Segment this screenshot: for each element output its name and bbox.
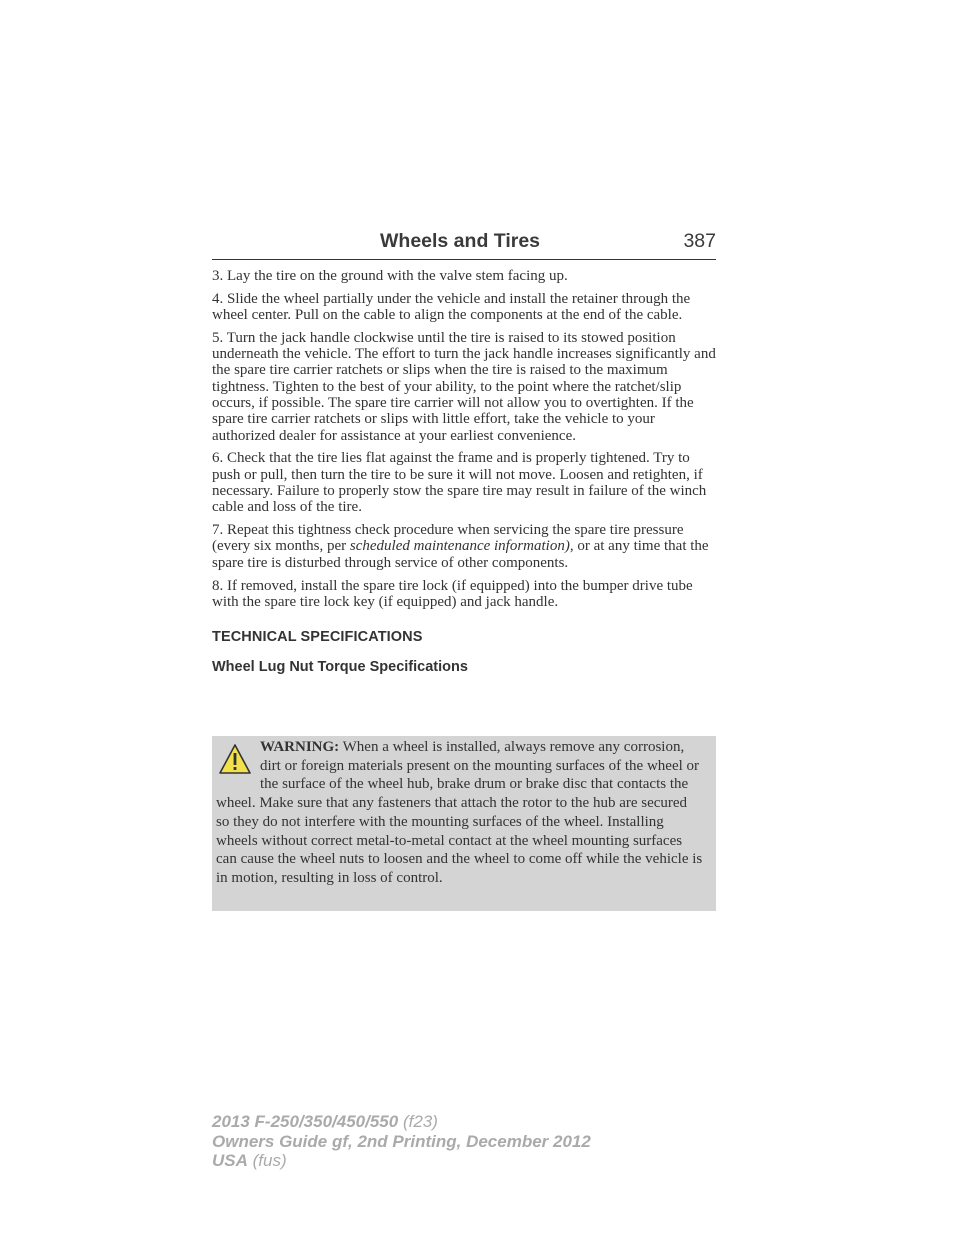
step-8: 8. If removed, install the spare tire lock (if equipped) into the bumper drive tube with the spare tire lock key (if equipped) and jack handle. [212, 577, 693, 610]
step-7-text-after: or at any time that the spare tire is disturbed through service of other components. [212, 538, 709, 571]
step-7 [212, 522, 716, 571]
footer-model-line [212, 1112, 591, 1132]
step-7-text-before: 7. Repeat this tightness check procedure when servicing the spare tire pressure (every six months, per [212, 522, 684, 555]
page-number: 387 [683, 230, 716, 252]
body-content [212, 268, 716, 676]
step-4: 4. Slide the wheel partially under the vehicle and install the retainer through the wheel center. Pull on the cable to align the components at the end of the cable. [212, 290, 691, 324]
section-title: Wheels and Tires [380, 230, 541, 252]
step-7-reference: scheduled maintenance information), [349, 538, 574, 555]
footer-region-line [212, 1151, 591, 1171]
footer-guide-line: Owners Guide gf, 2nd Printing, December 2012 [212, 1131, 591, 1151]
footer-region-code: (fus) [247, 1151, 287, 1170]
technical-specifications-heading: TECHNICAL SPECIFICATIONS [212, 629, 423, 646]
document-footer [212, 1112, 591, 1171]
warning-triangle-icon [218, 742, 252, 776]
footer-model-code: (f23) [398, 1112, 438, 1131]
step-3: 3. Lay the tire on the ground with the valve stem facing up. [212, 268, 568, 284]
warning-text: When a wheel is installed, always remove any corrosion, dirt or foreign materials present on the mounting surfaces of the wheel or the surface of the wheel hub, brake drum or brake disc that contacts the wheel. Make sure that any fasteners that attach the rotor to the hub are secured so they do not interfere with the mounting surfaces of the wheel. Installing wheels without correct metal-to-metal contact at the wheel mounting surfaces can cause the wheel nuts to loosen and the wheel to come off while the vehicle is in motion, resulting in loss of control. [216, 739, 703, 886]
warning-label: WARNING: [260, 739, 340, 755]
step-6: 6. Check that the tire lies flat against the frame and is properly tightened. Try to push or pull, then turn the tire to be sure it will not move. Loosen and retighten, if necessary. Failure to properly stow the spare tire may result in failure of the winch cable and loss of the tire. [212, 450, 707, 516]
step-5: 5. Turn the jack handle clockwise until the tire is raised to its stowed position underneath the vehicle. The effort to turn the jack handle increases significantly and the spare tire carrier ratchets or slips when the tire is raised to the maximum tightness. Tighten to the best of your ability, to the point where the ratchet/slip occurs, if possible. The spare tire carrier will not allow you to overtighten. If the spare tire carrier ratchets or slips with little effort, take the vehicle to your authorized dealer for assistance at your earliest convenience. [212, 329, 716, 444]
footer-model: 2013 F-250/350/450/550 [212, 1112, 399, 1131]
page-header [212, 228, 716, 260]
warning-box [212, 736, 716, 911]
footer-region: USA [212, 1151, 248, 1170]
lug-nut-torque-heading: Wheel Lug Nut Torque Specifications [212, 659, 468, 676]
